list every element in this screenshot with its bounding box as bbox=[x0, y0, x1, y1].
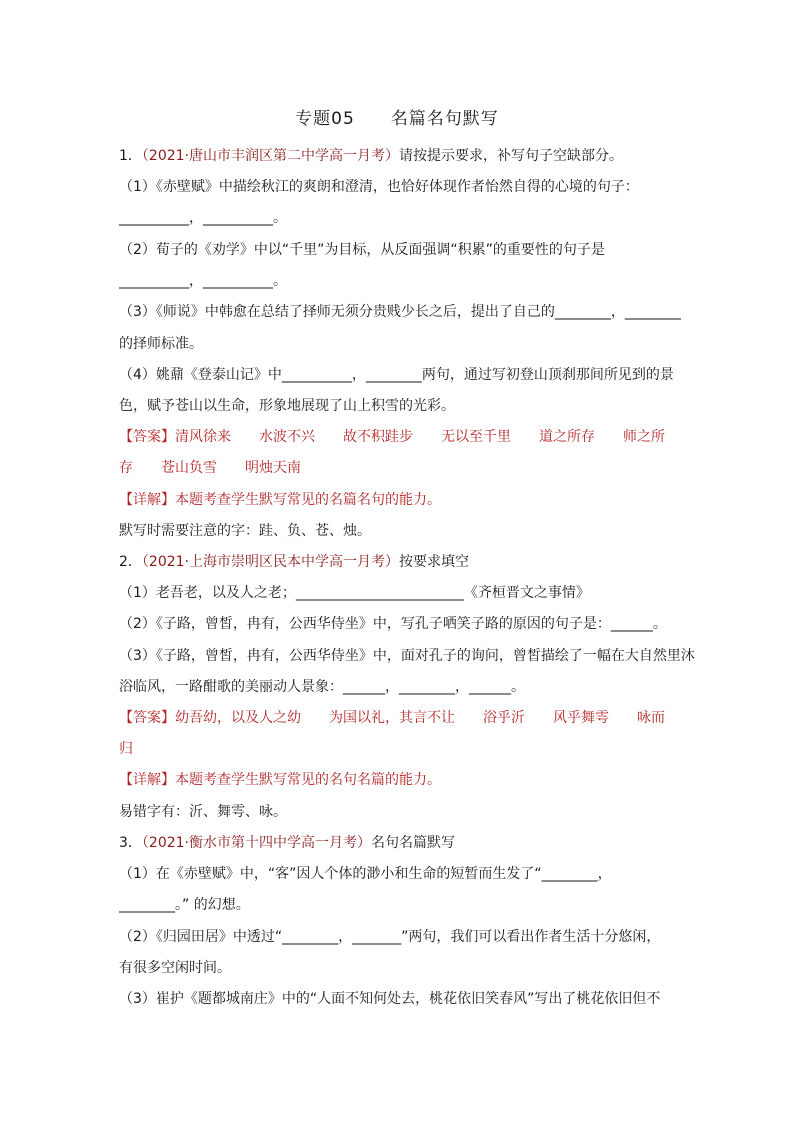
q1-source: （2021·唐山市丰润区第二中学高一月考） bbox=[141, 148, 399, 164]
q3-stem: 名句名篇默写 bbox=[371, 835, 456, 851]
q2-sub1: （1）老吾老，以及人之老；________________________《齐桓晋文之事情》 bbox=[119, 585, 590, 601]
q2-sub3-cont: 浴临风，一路酣歌的美丽动人景象：______，________，______。 bbox=[119, 679, 525, 695]
q1-stem: 请按提示要求，补写句子空缺部分。 bbox=[399, 148, 623, 164]
q1-answer-cont: 存 苍山负雪 明烛天南 bbox=[119, 460, 301, 476]
q1-detail: 【详解】本题考查学生默写常见的名篇名句的能力。 bbox=[119, 492, 441, 508]
q1-answer: 【答案】清风徐来 水波不兴 故不积跬步 无以至千里 道之所存 师之所 bbox=[119, 429, 665, 445]
q1-sub3: （3）《师说》中韩愈在总结了择师无须分贵贱少长之后，提出了自己的________，________ bbox=[119, 304, 681, 320]
q2-source: （2021·上海市崇明区民本中学高一月考） bbox=[141, 554, 399, 570]
q2-answer: 【答案】幼吾幼，以及人之幼 为国以礼，其言不让 浴乎沂 风乎舞雩 咏而 bbox=[119, 710, 665, 726]
q1-sub4-cont: 色，赋予苍山以生命，形象地展现了山上积雪的光彩。 bbox=[119, 398, 455, 414]
q2-answer-cont: 归 bbox=[119, 741, 133, 757]
q1-note: 默写时需要注意的字：跬、负、苍、烛。 bbox=[119, 523, 371, 539]
title-text: 名篇名句默写 bbox=[390, 109, 499, 129]
q2-detail: 【详解】本题考查学生默写常见的名句名篇的能力。 bbox=[119, 772, 441, 788]
page-title bbox=[0, 104, 794, 129]
q1-sub2-blanks: __________，__________。 bbox=[119, 273, 287, 289]
q3-header bbox=[119, 833, 679, 853]
q3-source: （2021·衡水市第十四中学高一月考） bbox=[141, 835, 372, 851]
q2-sub3: （3）《子路，曾皙，冉有，公西华侍坐》中，面对孔子的询问，曾皙描绘了一幅在大自然里沐 bbox=[119, 648, 695, 664]
q1-sub2: （2）荀子的《劝学》中以“千里”为目标，从反面强调“积累”的重要性的句子是 bbox=[119, 242, 605, 258]
q2-stem: 按要求填空 bbox=[399, 554, 469, 570]
q3-sub2: （2）《归园田居》中透过“________，_______”两句，我们可以看出作者生活十分悠闲， bbox=[119, 929, 661, 945]
q3-sub1-cont: ________。” 的幻想。 bbox=[119, 897, 250, 913]
q1-header bbox=[119, 146, 679, 166]
q2-header bbox=[119, 552, 679, 572]
q1-sub4: （4）姚鼐《登泰山记》中__________，________两句，通过写初登山顶刹那间所见到的景 bbox=[119, 367, 674, 383]
q1-sub1: （1）《赤壁赋》中描绘秋江的爽朗和澄清，也恰好体现作者怡然自得的心境的句子： bbox=[119, 179, 639, 195]
title-number: 专题05 bbox=[295, 109, 355, 129]
q3-sub2-cont: 有很多空闲时间。 bbox=[119, 960, 231, 976]
q2-note: 易错字有：沂、舞雩、咏。 bbox=[119, 804, 287, 820]
q3-sub1: （1）在《赤壁赋》中，“客”因人个体的渺小和生命的短暂而生发了“________， bbox=[119, 866, 612, 882]
q3-sub3: （3）崔护《题都城南庄》中的“人面不知何处去，桃花依旧笑春风”写出了桃花依旧但不 bbox=[119, 991, 661, 1007]
q2-number: 2． bbox=[119, 554, 142, 570]
q2-sub2: （2）《子路，曾皙，冉有，公西华侍坐》中，写孔子哂笑子路的原因的句子是：______。 bbox=[119, 616, 667, 632]
q1-sub3-cont: 的择师标准。 bbox=[119, 336, 203, 352]
q1-sub1-blanks: __________，__________。 bbox=[119, 210, 287, 226]
q1-number: 1． bbox=[119, 148, 142, 164]
q3-number: 3． bbox=[119, 835, 142, 851]
